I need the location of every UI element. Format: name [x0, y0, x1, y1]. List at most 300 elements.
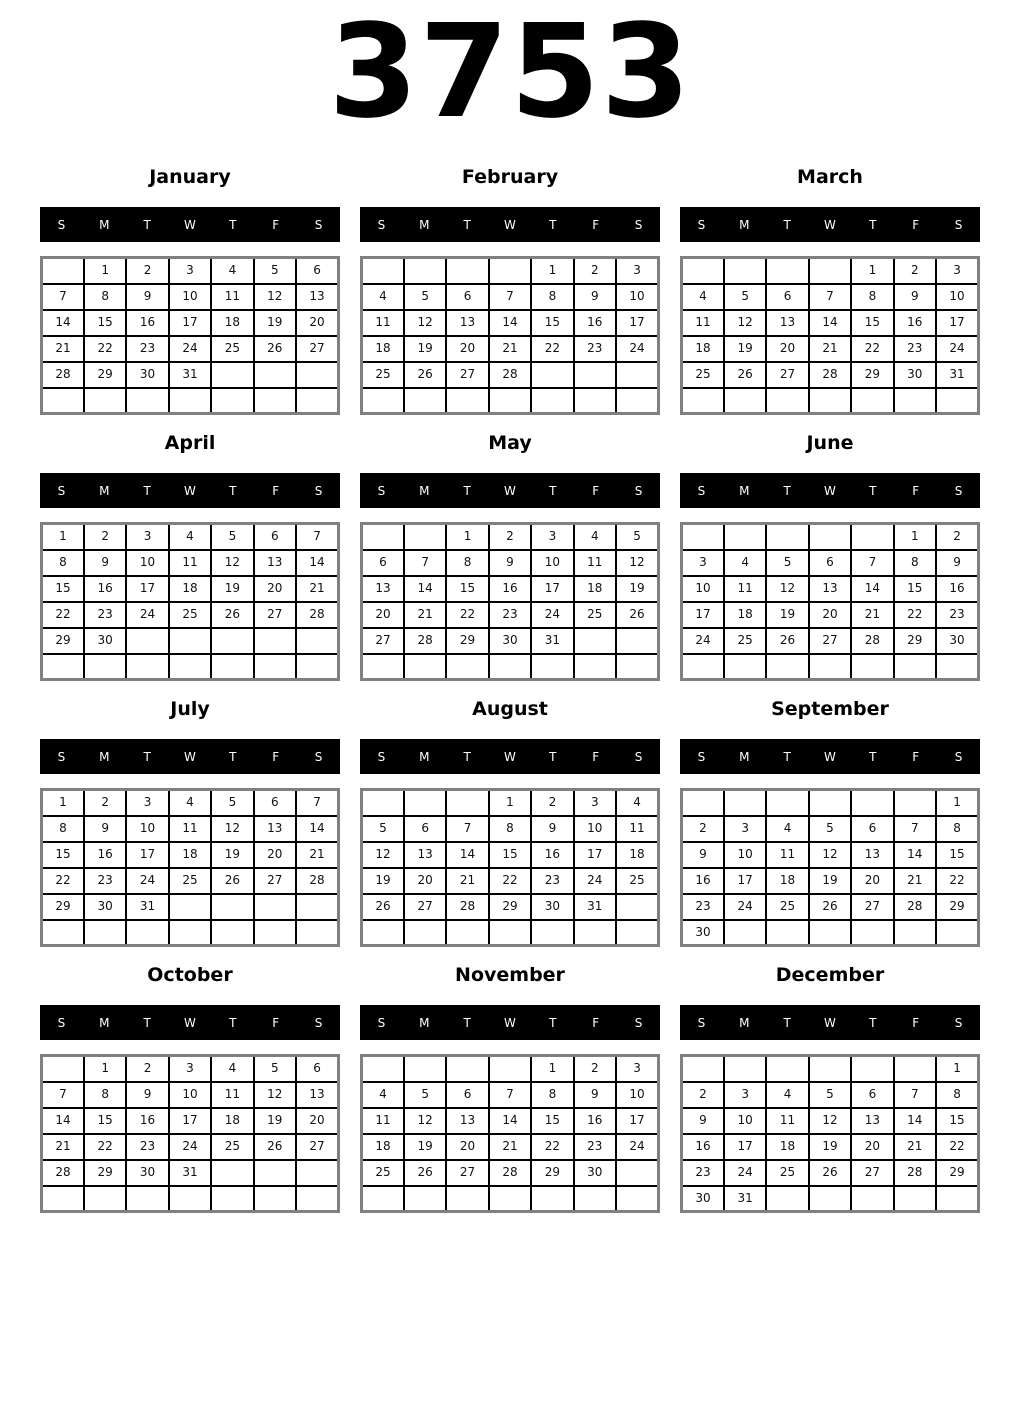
day-cell: 12: [724, 310, 766, 336]
day-cell: 19: [211, 842, 253, 868]
day-cell: 1: [531, 1056, 573, 1082]
weekday-label: F: [592, 749, 600, 764]
month-date-grid: [680, 788, 980, 947]
day-cell: 14: [851, 576, 893, 602]
day-cell: 2: [894, 258, 936, 284]
weekday-label: T: [869, 749, 877, 764]
day-cell: 5: [211, 524, 253, 550]
day-cell: 1: [936, 1056, 978, 1082]
week-row: [682, 868, 979, 894]
day-cell: 26: [404, 1160, 446, 1186]
day-cell: 10: [682, 576, 724, 602]
empty-day-cell: [574, 388, 616, 414]
day-cell: 11: [616, 816, 658, 842]
day-cell: 27: [362, 628, 404, 654]
day-cell: 15: [42, 576, 84, 602]
empty-day-cell: [489, 388, 531, 414]
day-cell: 8: [894, 550, 936, 576]
day-cell: 6: [404, 816, 446, 842]
empty-day-cell: [489, 1186, 531, 1212]
empty-day-cell: [446, 388, 488, 414]
weekday-label: W: [504, 749, 516, 764]
day-cell: 21: [809, 336, 851, 362]
empty-day-cell: [616, 654, 658, 680]
day-cell: 4: [169, 790, 211, 816]
day-cell: 5: [211, 790, 253, 816]
day-cell: 17: [126, 576, 168, 602]
day-cell: 28: [42, 1160, 84, 1186]
week-row: [682, 842, 979, 868]
day-cell: 26: [254, 1134, 296, 1160]
weekday-label: M: [739, 217, 750, 232]
day-cell: 26: [211, 868, 253, 894]
weekday-label: T: [143, 749, 151, 764]
empty-day-cell: [724, 258, 766, 284]
day-cell: 11: [766, 842, 808, 868]
weekday-label: T: [783, 483, 791, 498]
week-row: [42, 868, 339, 894]
day-cell: 21: [42, 336, 84, 362]
month-name: June: [806, 432, 854, 454]
week-row: [42, 362, 339, 388]
day-cell: 19: [809, 868, 851, 894]
weekday-label: T: [463, 217, 471, 232]
day-cell: 1: [894, 524, 936, 550]
day-cell: 8: [936, 1082, 978, 1108]
empty-day-cell: [489, 654, 531, 680]
empty-day-cell: [254, 1186, 296, 1212]
day-cell: 21: [404, 602, 446, 628]
day-cell: 19: [254, 1108, 296, 1134]
day-cell: 8: [936, 816, 978, 842]
day-cell: 19: [766, 602, 808, 628]
day-cell: 6: [362, 550, 404, 576]
empty-day-cell: [254, 894, 296, 920]
day-cell: 18: [169, 842, 211, 868]
empty-day-cell: [254, 1160, 296, 1186]
empty-day-cell: [211, 1186, 253, 1212]
empty-day-cell: [489, 258, 531, 284]
day-cell: 29: [84, 362, 126, 388]
empty-day-cell: [766, 654, 808, 680]
empty-day-cell: [936, 920, 978, 946]
day-cell: 12: [616, 550, 658, 576]
day-cell: 27: [296, 1134, 338, 1160]
empty-day-cell: [42, 1056, 84, 1082]
empty-day-cell: [362, 1186, 404, 1212]
weekday-label: T: [229, 483, 237, 498]
month-block: [360, 965, 660, 1213]
empty-day-cell: [404, 790, 446, 816]
day-cell: 20: [851, 1134, 893, 1160]
empty-day-cell: [84, 920, 126, 946]
week-row: [362, 790, 659, 816]
empty-day-cell: [616, 1186, 658, 1212]
weekday-label: T: [783, 217, 791, 232]
day-cell: 14: [42, 1108, 84, 1134]
day-cell: 22: [84, 1134, 126, 1160]
day-cell: 12: [254, 1082, 296, 1108]
day-cell: 12: [211, 550, 253, 576]
weekday-label: F: [592, 1015, 600, 1030]
empty-day-cell: [362, 258, 404, 284]
day-cell: 2: [84, 524, 126, 550]
weekday-label: W: [824, 217, 836, 232]
day-cell: 13: [404, 842, 446, 868]
day-cell: 9: [574, 284, 616, 310]
month-date-grid: [360, 522, 660, 681]
day-cell: 16: [84, 576, 126, 602]
day-cell: 30: [682, 1186, 724, 1212]
day-cell: 15: [851, 310, 893, 336]
day-cell: 3: [574, 790, 616, 816]
day-cell: 10: [724, 842, 766, 868]
weekday-label: M: [99, 483, 110, 498]
day-cell: 20: [446, 1134, 488, 1160]
week-row: [362, 336, 659, 362]
day-cell: 28: [851, 628, 893, 654]
weekday-label: T: [463, 749, 471, 764]
day-cell: 14: [894, 842, 936, 868]
day-cell: 26: [809, 1160, 851, 1186]
day-cell: 21: [894, 1134, 936, 1160]
empty-day-cell: [211, 1160, 253, 1186]
weekday-label: S: [634, 217, 643, 232]
empty-day-cell: [362, 388, 404, 414]
empty-day-cell: [531, 654, 573, 680]
empty-day-cell: [296, 894, 338, 920]
day-cell: 4: [211, 258, 253, 284]
weekday-label: T: [143, 483, 151, 498]
month-name: July: [170, 698, 210, 720]
empty-day-cell: [404, 654, 446, 680]
week-row: [682, 1160, 979, 1186]
week-row: [682, 388, 979, 414]
empty-day-cell: [936, 654, 978, 680]
day-cell: 4: [766, 816, 808, 842]
weekday-header-bar: [360, 739, 660, 774]
weekday-label: W: [504, 483, 516, 498]
day-cell: 5: [616, 524, 658, 550]
week-row: [682, 1056, 979, 1082]
day-cell: 26: [211, 602, 253, 628]
month-name: December: [775, 964, 885, 986]
weekday-label: W: [504, 217, 516, 232]
day-cell: 28: [446, 894, 488, 920]
day-cell: 6: [296, 258, 338, 284]
week-row: [42, 816, 339, 842]
day-cell: 16: [126, 1108, 168, 1134]
week-row: [42, 842, 339, 868]
day-cell: 22: [936, 1134, 978, 1160]
day-cell: 20: [362, 602, 404, 628]
day-cell: 20: [851, 868, 893, 894]
day-cell: 4: [766, 1082, 808, 1108]
day-cell: 23: [574, 1134, 616, 1160]
day-cell: 3: [531, 524, 573, 550]
day-cell: 10: [531, 550, 573, 576]
day-cell: 17: [936, 310, 978, 336]
day-cell: 4: [724, 550, 766, 576]
weekday-label: W: [184, 1015, 196, 1030]
day-cell: 27: [851, 894, 893, 920]
day-cell: 7: [894, 1082, 936, 1108]
day-cell: 1: [851, 258, 893, 284]
day-cell: 16: [936, 576, 978, 602]
week-row: [682, 602, 979, 628]
week-row: [362, 1160, 659, 1186]
week-row: [682, 550, 979, 576]
day-cell: 23: [531, 868, 573, 894]
day-cell: 18: [682, 336, 724, 362]
week-row: [362, 1108, 659, 1134]
day-cell: 10: [126, 550, 168, 576]
weekday-header-bar: [360, 1005, 660, 1040]
week-row: [362, 576, 659, 602]
day-cell: 25: [574, 602, 616, 628]
empty-day-cell: [84, 654, 126, 680]
empty-day-cell: [254, 362, 296, 388]
empty-day-cell: [894, 920, 936, 946]
empty-day-cell: [296, 1160, 338, 1186]
day-cell: 9: [126, 1082, 168, 1108]
day-cell: 18: [724, 602, 766, 628]
day-cell: 30: [574, 1160, 616, 1186]
empty-day-cell: [766, 790, 808, 816]
day-cell: 30: [682, 920, 724, 946]
week-row: [42, 602, 339, 628]
day-cell: 13: [851, 1108, 893, 1134]
day-cell: 21: [296, 576, 338, 602]
day-cell: 6: [446, 284, 488, 310]
empty-day-cell: [809, 1056, 851, 1082]
weekday-label: S: [634, 749, 643, 764]
day-cell: 16: [682, 868, 724, 894]
day-cell: 30: [84, 894, 126, 920]
empty-day-cell: [809, 654, 851, 680]
day-cell: 17: [616, 310, 658, 336]
day-cell: 9: [894, 284, 936, 310]
weekday-label: T: [549, 217, 557, 232]
empty-day-cell: [574, 920, 616, 946]
empty-day-cell: [42, 388, 84, 414]
weekday-label: M: [419, 217, 430, 232]
day-cell: 2: [126, 1056, 168, 1082]
day-cell: 30: [489, 628, 531, 654]
day-cell: 25: [682, 362, 724, 388]
empty-day-cell: [682, 388, 724, 414]
month-date-grid: [40, 1054, 340, 1213]
day-cell: 9: [84, 550, 126, 576]
empty-day-cell: [84, 1186, 126, 1212]
weekday-label: S: [377, 749, 386, 764]
day-cell: 31: [169, 362, 211, 388]
day-cell: 20: [446, 336, 488, 362]
day-cell: 22: [42, 602, 84, 628]
day-cell: 19: [616, 576, 658, 602]
day-cell: 14: [404, 576, 446, 602]
day-cell: 21: [851, 602, 893, 628]
day-cell: 26: [724, 362, 766, 388]
month-block: [40, 167, 340, 415]
day-cell: 7: [851, 550, 893, 576]
day-cell: 21: [446, 868, 488, 894]
day-cell: 25: [169, 868, 211, 894]
day-cell: 26: [809, 894, 851, 920]
day-cell: 8: [531, 1082, 573, 1108]
day-cell: 1: [936, 790, 978, 816]
day-cell: 22: [531, 1134, 573, 1160]
day-cell: 21: [296, 842, 338, 868]
day-cell: 8: [531, 284, 573, 310]
weekday-label: S: [377, 1015, 386, 1030]
empty-day-cell: [724, 388, 766, 414]
day-cell: 26: [254, 336, 296, 362]
week-row: [362, 362, 659, 388]
day-cell: 17: [724, 868, 766, 894]
day-cell: 22: [936, 868, 978, 894]
day-cell: 24: [169, 336, 211, 362]
weekday-label: T: [229, 749, 237, 764]
day-cell: 10: [936, 284, 978, 310]
empty-day-cell: [894, 1056, 936, 1082]
day-cell: 16: [489, 576, 531, 602]
day-cell: 26: [362, 894, 404, 920]
weekday-label: F: [912, 483, 920, 498]
day-cell: 5: [724, 284, 766, 310]
empty-day-cell: [126, 628, 168, 654]
empty-day-cell: [362, 524, 404, 550]
day-cell: 31: [531, 628, 573, 654]
day-cell: 31: [936, 362, 978, 388]
day-cell: 10: [126, 816, 168, 842]
month-block: [40, 433, 340, 681]
month-block: [680, 699, 980, 947]
week-row: [682, 790, 979, 816]
month-date-grid: [40, 256, 340, 415]
day-cell: 23: [126, 336, 168, 362]
day-cell: 7: [446, 816, 488, 842]
empty-day-cell: [296, 920, 338, 946]
day-cell: 23: [84, 868, 126, 894]
day-cell: 23: [894, 336, 936, 362]
day-cell: 27: [296, 336, 338, 362]
day-cell: 16: [894, 310, 936, 336]
week-row: [362, 842, 659, 868]
day-cell: 15: [489, 842, 531, 868]
week-row: [682, 1134, 979, 1160]
day-cell: 15: [531, 1108, 573, 1134]
month-block: [680, 167, 980, 415]
day-cell: 11: [211, 1082, 253, 1108]
empty-day-cell: [42, 654, 84, 680]
day-cell: 6: [766, 284, 808, 310]
week-row: [42, 576, 339, 602]
week-row: [42, 1134, 339, 1160]
day-cell: 7: [42, 284, 84, 310]
weekday-label: S: [634, 483, 643, 498]
empty-day-cell: [936, 1186, 978, 1212]
day-cell: 27: [404, 894, 446, 920]
day-cell: 29: [851, 362, 893, 388]
day-cell: 18: [616, 842, 658, 868]
day-cell: 14: [296, 550, 338, 576]
day-cell: 2: [574, 258, 616, 284]
weekday-label: F: [592, 217, 600, 232]
empty-day-cell: [616, 1160, 658, 1186]
day-cell: 12: [809, 842, 851, 868]
weekday-label: S: [954, 749, 963, 764]
day-cell: 29: [84, 1160, 126, 1186]
empty-day-cell: [169, 628, 211, 654]
day-cell: 22: [894, 602, 936, 628]
month-block: [360, 699, 660, 947]
empty-day-cell: [766, 258, 808, 284]
empty-day-cell: [574, 362, 616, 388]
weekday-label: W: [824, 483, 836, 498]
month-name: November: [455, 964, 565, 986]
weekday-label: S: [697, 483, 706, 498]
weekday-label: W: [824, 1015, 836, 1030]
empty-day-cell: [616, 362, 658, 388]
weekday-label: S: [57, 749, 66, 764]
empty-day-cell: [682, 258, 724, 284]
weekday-label: T: [549, 483, 557, 498]
day-cell: 11: [766, 1108, 808, 1134]
week-row: [682, 284, 979, 310]
day-cell: 17: [616, 1108, 658, 1134]
day-cell: 8: [84, 284, 126, 310]
weekday-label: S: [377, 217, 386, 232]
weekday-label: M: [419, 1015, 430, 1030]
day-cell: 3: [616, 1056, 658, 1082]
day-cell: 20: [254, 842, 296, 868]
weekday-label: M: [739, 483, 750, 498]
empty-day-cell: [724, 654, 766, 680]
day-cell: 3: [936, 258, 978, 284]
empty-day-cell: [766, 388, 808, 414]
weekday-label: S: [634, 1015, 643, 1030]
weekday-label: W: [184, 749, 196, 764]
day-cell: 25: [169, 602, 211, 628]
day-cell: 26: [616, 602, 658, 628]
day-cell: 8: [42, 550, 84, 576]
day-cell: 27: [254, 602, 296, 628]
day-cell: 6: [851, 816, 893, 842]
weekday-label: S: [57, 1015, 66, 1030]
day-cell: 13: [766, 310, 808, 336]
day-cell: 10: [574, 816, 616, 842]
weekday-label: T: [463, 483, 471, 498]
empty-day-cell: [169, 388, 211, 414]
day-cell: 25: [724, 628, 766, 654]
day-cell: 12: [362, 842, 404, 868]
weekday-header-bar: [680, 1005, 980, 1040]
empty-day-cell: [682, 1056, 724, 1082]
week-row: [362, 284, 659, 310]
day-cell: 9: [936, 550, 978, 576]
day-cell: 15: [42, 842, 84, 868]
empty-day-cell: [809, 920, 851, 946]
week-row: [42, 628, 339, 654]
empty-day-cell: [851, 524, 893, 550]
day-cell: 25: [362, 1160, 404, 1186]
day-cell: 14: [489, 1108, 531, 1134]
weekday-label: T: [463, 1015, 471, 1030]
weekday-label: S: [377, 483, 386, 498]
day-cell: 7: [489, 1082, 531, 1108]
empty-day-cell: [404, 258, 446, 284]
